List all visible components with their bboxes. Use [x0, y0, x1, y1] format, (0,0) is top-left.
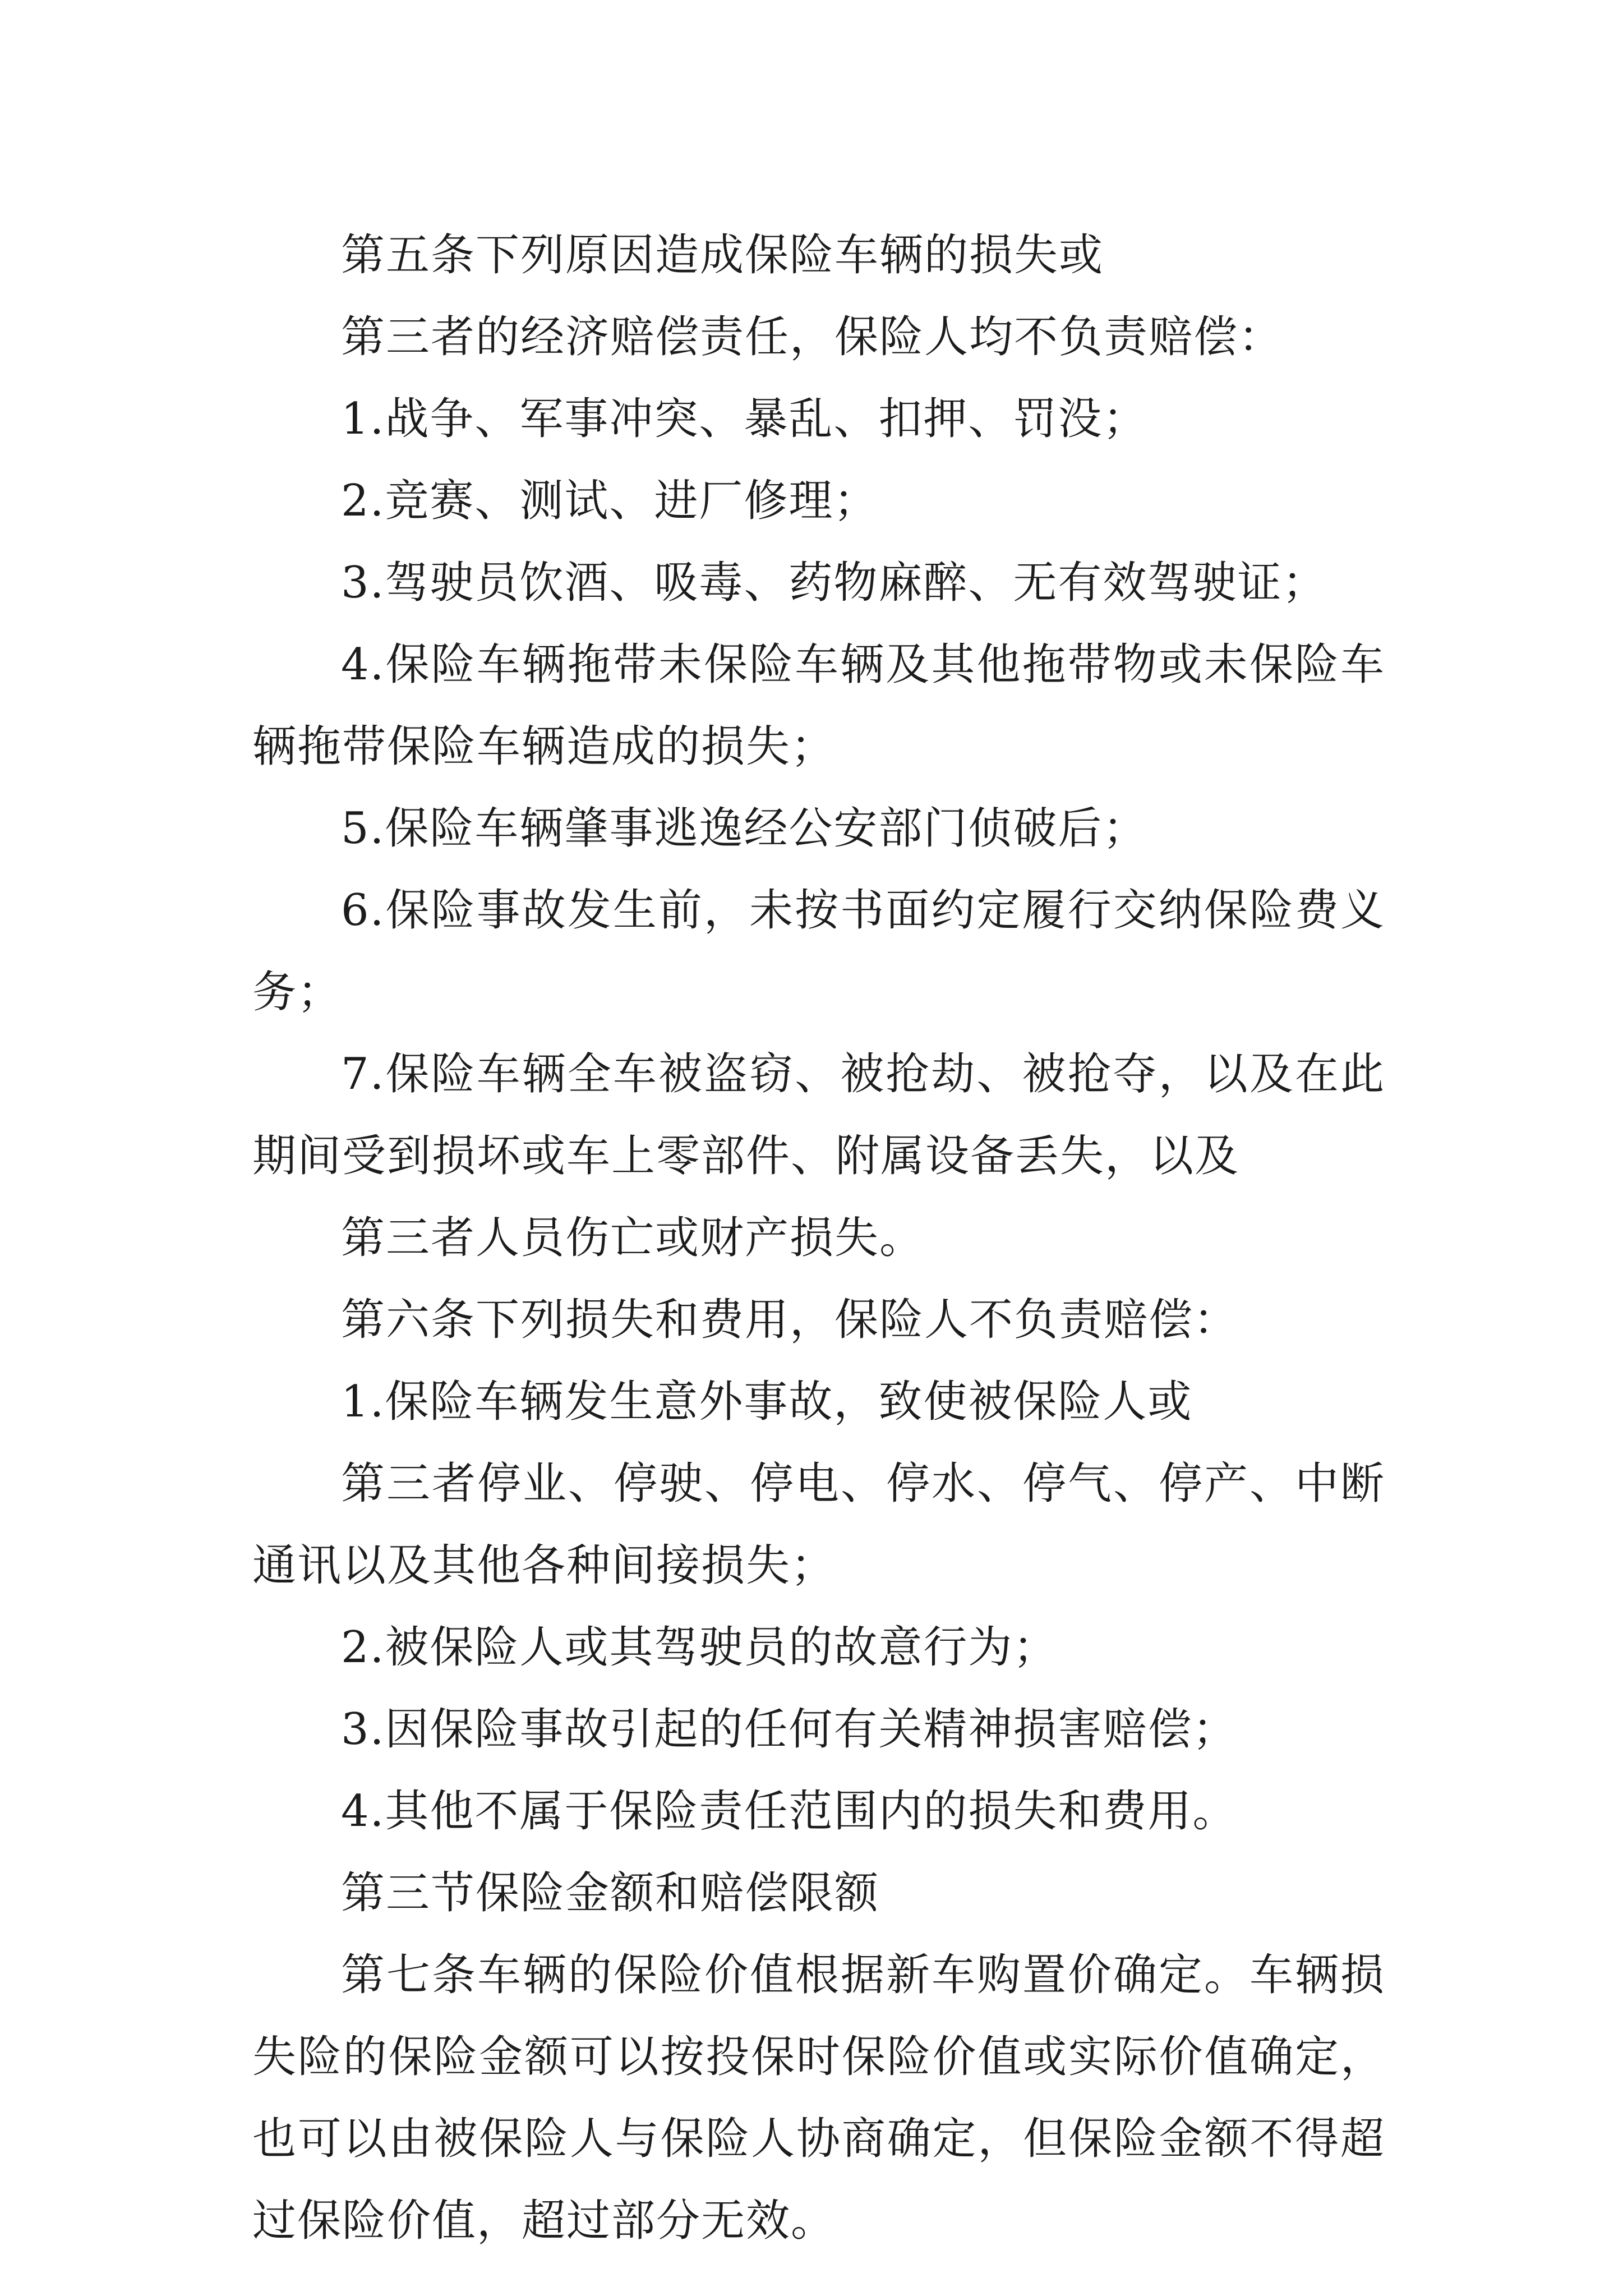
paragraph-item-6-1-continued: 第三者停业、停驶、停电、停水、停气、停产、中断通讯以及其他各种间接损失； [252, 1458, 1385, 1591]
paragraph-item-6-2: 2.被保险人或其驾驶员的故意行为； [341, 1622, 1058, 1673]
paragraph-item-5-5: 5.保险车辆肇事逃逸经公安部门侦破后； [341, 803, 1148, 854]
paragraph-item-5-3: 3.驾驶员饮酒、吸毒、药物麻醉、无有效驾驶证； [341, 558, 1327, 608]
paragraph-item-5-1: 1.战争、军事冲突、暴乱、扣押、罚没； [341, 394, 1148, 444]
document-body [252, 214, 1385, 2262]
paragraph-item-5-4: 4.保险车辆拖带未保险车辆及其他拖带物或未保险车辆拖带保险车辆造成的损失； [252, 639, 1385, 772]
paragraph-article-7: 第七条车辆的保险价值根据新车购置价确定。车辆损失险的保险金额可以按投保时保险价值或实际价值确定，也可以由被保险人与保险人协商确定，但保险金额不得超过保险价值，超过部分无效。 [252, 1950, 1385, 2246]
paragraph-item-5-7: 7.保险车辆全车被盗窃、被抢劫、被抢夺，以及在此期间受到损坏或车上零部件、附属设备丢失，以及 [252, 1049, 1385, 1181]
section-heading-3: 第三节保险金额和赔偿限额 [341, 1868, 880, 1918]
paragraph-item-5-2: 2.竞赛、测试、进厂修理； [341, 476, 879, 526]
paragraph-item-6-3: 3.因保险事故引起的任何有关精神损害赔偿； [341, 1704, 1238, 1755]
paragraph-item-6-1: 1.保险车辆发生意外事故，致使被保险人或 [341, 1377, 1193, 1427]
paragraph-item-6-4: 4.其他不属于保险责任范围内的损失和费用。 [341, 1786, 1238, 1837]
paragraph-item-5-6: 6.保险事故发生前，未按书面约定履行交纳保险费义务； [252, 885, 1385, 1018]
paragraph-item-5-7-continued: 第三者人员伤亡或财产损失。 [341, 1213, 925, 1263]
paragraph-article-6-intro: 第六条下列损失和费用，保险人不负责赔偿： [341, 1295, 1239, 1345]
paragraph-article-5-continued: 第三者的经济赔偿责任，保险人均不负责赔偿： [341, 312, 1284, 362]
paragraph-article-5-intro: 第五条下列原因造成保险车辆的损失或 [341, 230, 1104, 280]
